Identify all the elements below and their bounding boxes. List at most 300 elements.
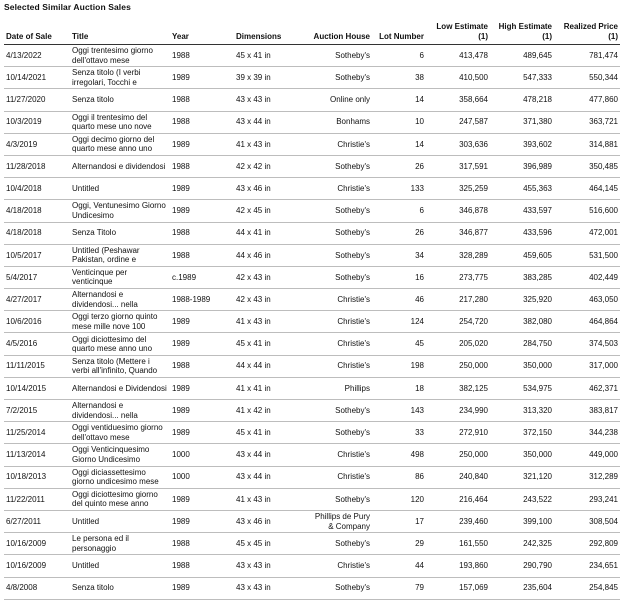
cell-realized-price: 308,504 <box>554 510 620 532</box>
cell-title <box>70 200 170 222</box>
cell-dimensions: 41 x 43 in <box>234 311 306 333</box>
column-header-realized-price: Realized Price (1) <box>554 14 620 45</box>
cell-date: 7/2/2015 <box>4 400 70 422</box>
cell-title-text: Oggi il trentesimo del quarto mese uno nove <box>72 112 152 132</box>
cell-year: 1989 <box>170 488 234 510</box>
cell-low-estimate: 240,840 <box>426 466 490 488</box>
cell-lot-number: 38 <box>372 67 426 89</box>
cell-dimensions: 43 x 46 in <box>234 510 306 532</box>
cell-high-estimate: 350,000 <box>490 355 554 377</box>
cell-auction-house <box>306 222 372 244</box>
column-header-high-estimate: High Estimate (1) <box>490 14 554 45</box>
cell-auction-house <box>306 244 372 266</box>
cell-title <box>70 422 170 444</box>
cell-realized-price: 464,864 <box>554 311 620 333</box>
cell-realized-price: 254,845 <box>554 577 620 599</box>
table-row <box>4 155 620 177</box>
cell-title <box>70 244 170 266</box>
cell-auction-house-text: Phillips de Pury & Company <box>314 512 370 531</box>
cell-dimensions: 41 x 43 in <box>234 488 306 510</box>
cell-year: 1988 <box>170 555 234 577</box>
cell-dimensions: 45 x 41 in <box>234 422 306 444</box>
column-header-date: Date of Sale <box>4 14 70 45</box>
column-header-title: Title <box>70 14 170 45</box>
cell-title-text: Venticinque per venticinque <box>72 267 128 287</box>
column-header-low-estimate: Low Estimate (1) <box>426 14 490 45</box>
cell-low-estimate: 216,464 <box>426 488 490 510</box>
cell-lot-number: 26 <box>372 155 426 177</box>
cell-date: 4/8/2008 <box>4 577 70 599</box>
cell-lot-number: 120 <box>372 488 426 510</box>
cell-auction-house-text: Christie's <box>337 361 370 371</box>
cell-year: 1989 <box>170 510 234 532</box>
table-row <box>4 555 620 577</box>
cell-title <box>70 133 170 155</box>
cell-title-text: Senza titolo (I verbi irregolari, Tocchi e <box>72 68 141 87</box>
cell-title <box>70 555 170 577</box>
cell-year: 1988 <box>170 111 234 133</box>
cell-title <box>70 178 170 200</box>
cell-title-text: Oggi ventiduesimo giorno dell'ottavo mese <box>72 423 163 442</box>
cell-realized-price: 312,289 <box>554 466 620 488</box>
cell-lot-number: 26 <box>372 222 426 244</box>
cell-low-estimate: 303,636 <box>426 133 490 155</box>
cell-low-estimate: 205,020 <box>426 333 490 355</box>
cell-realized-price: 363,721 <box>554 111 620 133</box>
cell-lot-number: 498 <box>372 444 426 466</box>
cell-title-text: Untitled <box>72 516 100 526</box>
cell-dimensions: 42 x 42 in <box>234 155 306 177</box>
cell-auction-house <box>306 355 372 377</box>
cell-date: 11/28/2018 <box>4 155 70 177</box>
cell-date: 10/18/2013 <box>4 466 70 488</box>
cell-low-estimate: 250,000 <box>426 355 490 377</box>
cell-lot-number: 6 <box>372 200 426 222</box>
cell-year: 1988-1989 <box>170 289 234 311</box>
cell-low-estimate: 157,069 <box>426 577 490 599</box>
cell-high-estimate: 433,597 <box>490 200 554 222</box>
cell-title-text: Oggi diciassettesimo giorno undicesimo mese <box>72 467 159 487</box>
cell-auction-house-text: Bonhams <box>336 117 370 127</box>
cell-auction-house-text: Sotheby's <box>335 405 370 415</box>
cell-year: 1988 <box>170 222 234 244</box>
cell-date: 5/4/2017 <box>4 266 70 288</box>
table-row <box>4 200 620 222</box>
table-row <box>4 111 620 133</box>
cell-low-estimate: 250,000 <box>426 444 490 466</box>
cell-auction-house-text: Sotheby's <box>335 272 370 282</box>
cell-low-estimate: 217,280 <box>426 289 490 311</box>
cell-dimensions: 43 x 43 in <box>234 555 306 577</box>
column-header-year: Year <box>170 14 234 45</box>
table-row <box>4 244 620 266</box>
cell-title-text: Oggi, Ventunesimo Giorno Undicesimo <box>72 201 166 220</box>
cell-title <box>70 289 170 311</box>
table-row <box>4 311 620 333</box>
cell-title-text: Oggi Venticinquesimo Giorno Undicesimo <box>72 445 150 464</box>
cell-realized-price: 314,881 <box>554 133 620 155</box>
cell-dimensions: 44 x 41 in <box>234 222 306 244</box>
cell-auction-house-text: Christie's <box>337 139 370 149</box>
cell-title-text: Senza titolo (Mettere i verbi all'infinito, Quando <box>72 356 158 376</box>
cell-date: 4/27/2017 <box>4 289 70 311</box>
cell-high-estimate: 489,645 <box>490 45 554 67</box>
cell-year: 1988 <box>170 355 234 377</box>
cell-auction-house-text: Sotheby's <box>335 538 370 548</box>
cell-high-estimate: 383,285 <box>490 266 554 288</box>
cell-auction-house <box>306 67 372 89</box>
cell-lot-number: 133 <box>372 178 426 200</box>
cell-lot-number: 14 <box>372 89 426 111</box>
cell-auction-house <box>306 577 372 599</box>
cell-low-estimate: 161,550 <box>426 533 490 555</box>
cell-title-text: Untitled <box>72 561 100 571</box>
cell-lot-number: 124 <box>372 311 426 333</box>
cell-date: 10/5/2017 <box>4 244 70 266</box>
cell-realized-price: 550,344 <box>554 67 620 89</box>
cell-high-estimate: 350,000 <box>490 444 554 466</box>
cell-high-estimate: 235,604 <box>490 577 554 599</box>
cell-high-estimate: 372,150 <box>490 422 554 444</box>
cell-year: 1989 <box>170 133 234 155</box>
cell-dimensions: 44 x 46 in <box>234 244 306 266</box>
cell-auction-house <box>306 377 372 399</box>
cell-high-estimate: 321,120 <box>490 466 554 488</box>
cell-auction-house-text: Phillips <box>344 383 370 393</box>
cell-auction-house <box>306 555 372 577</box>
cell-realized-price: 234,651 <box>554 555 620 577</box>
table-row <box>4 466 620 488</box>
cell-title <box>70 444 170 466</box>
cell-auction-house <box>306 422 372 444</box>
table-row <box>4 133 620 155</box>
cell-auction-house-text: Christie's <box>337 450 370 460</box>
cell-lot-number: 17 <box>372 510 426 532</box>
cell-realized-price: 293,241 <box>554 488 620 510</box>
cell-year: 1989 <box>170 178 234 200</box>
cell-year: 1989 <box>170 333 234 355</box>
cell-date: 11/11/2015 <box>4 355 70 377</box>
cell-realized-price: 402,449 <box>554 266 620 288</box>
table-row <box>4 355 620 377</box>
cell-realized-price: 463,050 <box>554 289 620 311</box>
cell-dimensions: 41 x 42 in <box>234 400 306 422</box>
cell-title-text: Alternandosi e dividendosi... nella <box>72 401 138 420</box>
cell-year: c.1989 <box>170 266 234 288</box>
cell-auction-house-text: Online only <box>329 95 370 105</box>
cell-realized-price: 449,000 <box>554 444 620 466</box>
table-row <box>4 377 620 399</box>
table-row <box>4 289 620 311</box>
cell-date: 10/6/2016 <box>4 311 70 333</box>
cell-auction-house <box>306 444 372 466</box>
cell-lot-number: 33 <box>372 422 426 444</box>
cell-date: 10/3/2019 <box>4 111 70 133</box>
cell-year: 1989 <box>170 200 234 222</box>
cell-year: 1989 <box>170 311 234 333</box>
cell-year: 1989 <box>170 422 234 444</box>
cell-low-estimate: 247,587 <box>426 111 490 133</box>
cell-dimensions: 45 x 41 in <box>234 45 306 67</box>
cell-high-estimate: 393,602 <box>490 133 554 155</box>
cell-title <box>70 488 170 510</box>
cell-low-estimate: 272,910 <box>426 422 490 444</box>
cell-high-estimate: 242,325 <box>490 533 554 555</box>
cell-low-estimate: 346,877 <box>426 222 490 244</box>
cell-dimensions: 45 x 41 in <box>234 333 306 355</box>
cell-lot-number: 6 <box>372 45 426 67</box>
cell-lot-number: 86 <box>372 466 426 488</box>
table-row <box>4 488 620 510</box>
cell-date: 10/14/2021 <box>4 67 70 89</box>
cell-title <box>70 355 170 377</box>
cell-auction-house <box>306 155 372 177</box>
cell-title-text: Alternandosi e Dividendosi <box>72 383 167 393</box>
cell-lot-number: 45 <box>372 333 426 355</box>
cell-title <box>70 533 170 555</box>
cell-lot-number: 10 <box>372 111 426 133</box>
cell-auction-house-text: Sotheby's <box>335 50 370 60</box>
cell-auction-house-text: Sotheby's <box>335 228 370 238</box>
cell-auction-house <box>306 333 372 355</box>
cell-realized-price: 383,817 <box>554 400 620 422</box>
cell-high-estimate: 313,320 <box>490 400 554 422</box>
cell-dimensions: 42 x 43 in <box>234 266 306 288</box>
cell-auction-house <box>306 400 372 422</box>
auction-sales-table <box>4 14 620 600</box>
cell-title-text: Oggi diciottesimo del quarto mese anno uno <box>72 334 153 354</box>
cell-date: 4/18/2018 <box>4 222 70 244</box>
cell-realized-price: 317,000 <box>554 355 620 377</box>
table-row <box>4 400 620 422</box>
cell-year: 1989 <box>170 400 234 422</box>
table-row <box>4 444 620 466</box>
cell-dimensions: 43 x 43 in <box>234 89 306 111</box>
cell-title <box>70 45 170 67</box>
cell-realized-price: 374,503 <box>554 333 620 355</box>
cell-high-estimate: 284,750 <box>490 333 554 355</box>
cell-year: 1000 <box>170 466 234 488</box>
cell-realized-price: 350,485 <box>554 155 620 177</box>
cell-date: 6/27/2011 <box>4 510 70 532</box>
cell-lot-number: 34 <box>372 244 426 266</box>
cell-realized-price: 344,238 <box>554 422 620 444</box>
cell-title-text: Untitled (Peshawar Pakistan, ordine e <box>72 245 140 265</box>
cell-date: 11/22/2011 <box>4 488 70 510</box>
cell-date: 4/13/2022 <box>4 45 70 67</box>
cell-high-estimate: 534,975 <box>490 377 554 399</box>
cell-auction-house <box>306 266 372 288</box>
cell-high-estimate: 478,218 <box>490 89 554 111</box>
cell-lot-number: 29 <box>372 533 426 555</box>
table-row <box>4 510 620 532</box>
cell-title-text: Untitled <box>72 183 100 193</box>
table-row <box>4 45 620 67</box>
cell-year: 1988 <box>170 533 234 555</box>
cell-auction-house <box>306 510 372 532</box>
cell-low-estimate: 382,125 <box>426 377 490 399</box>
cell-high-estimate: 325,920 <box>490 289 554 311</box>
cell-lot-number: 79 <box>372 577 426 599</box>
cell-realized-price: 781,474 <box>554 45 620 67</box>
header-row <box>4 14 620 45</box>
cell-high-estimate: 382,080 <box>490 311 554 333</box>
table-row <box>4 222 620 244</box>
cell-lot-number: 46 <box>372 289 426 311</box>
column-header-auction-house: Auction House <box>306 14 372 45</box>
cell-auction-house <box>306 533 372 555</box>
table-row <box>4 67 620 89</box>
table-row <box>4 89 620 111</box>
table-body <box>4 45 620 600</box>
cell-auction-house-text: Sotheby's <box>335 161 370 171</box>
cell-auction-house <box>306 45 372 67</box>
cell-date: 10/4/2018 <box>4 178 70 200</box>
cell-auction-house-text: Christie's <box>337 294 370 304</box>
cell-date: 11/25/2014 <box>4 422 70 444</box>
cell-low-estimate: 239,460 <box>426 510 490 532</box>
cell-auction-house-text: Christie's <box>337 472 370 482</box>
column-header-dimensions: Dimensions <box>234 14 306 45</box>
cell-dimensions: 41 x 41 in <box>234 377 306 399</box>
table-row <box>4 533 620 555</box>
cell-auction-house <box>306 178 372 200</box>
cell-auction-house <box>306 311 372 333</box>
cell-low-estimate: 234,990 <box>426 400 490 422</box>
cell-lot-number: 143 <box>372 400 426 422</box>
cell-auction-house-text: Christie's <box>337 183 370 193</box>
cell-high-estimate: 399,100 <box>490 510 554 532</box>
cell-realized-price: 531,500 <box>554 244 620 266</box>
cell-date: 4/5/2016 <box>4 333 70 355</box>
cell-high-estimate: 459,605 <box>490 244 554 266</box>
cell-date: 10/16/2009 <box>4 533 70 555</box>
cell-title-text: Senza titolo <box>72 95 114 105</box>
cell-title <box>70 266 170 288</box>
table-row <box>4 577 620 599</box>
cell-auction-house-text: Christie's <box>337 317 370 327</box>
cell-low-estimate: 358,664 <box>426 89 490 111</box>
cell-dimensions: 43 x 43 in <box>234 577 306 599</box>
cell-auction-house <box>306 289 372 311</box>
cell-auction-house <box>306 466 372 488</box>
cell-title <box>70 333 170 355</box>
cell-auction-house-text: Sotheby's <box>335 494 370 504</box>
cell-low-estimate: 413,478 <box>426 45 490 67</box>
cell-auction-house-text: Sotheby's <box>335 73 370 83</box>
cell-title-text: Oggi trentesimo giorno dell'ottavo mese <box>72 46 153 65</box>
cell-date: 11/27/2020 <box>4 89 70 111</box>
cell-year: 1989 <box>170 67 234 89</box>
cell-auction-house <box>306 133 372 155</box>
cell-date: 4/18/2018 <box>4 200 70 222</box>
cell-auction-house <box>306 488 372 510</box>
cell-auction-house-text: Sotheby's <box>335 250 370 260</box>
cell-title <box>70 510 170 532</box>
cell-low-estimate: 193,860 <box>426 555 490 577</box>
table-row <box>4 422 620 444</box>
cell-high-estimate: 433,596 <box>490 222 554 244</box>
cell-lot-number: 198 <box>372 355 426 377</box>
cell-auction-house <box>306 111 372 133</box>
cell-date: 4/3/2019 <box>4 133 70 155</box>
cell-year: 1000 <box>170 444 234 466</box>
cell-high-estimate: 455,363 <box>490 178 554 200</box>
cell-year: 1989 <box>170 377 234 399</box>
cell-realized-price: 516,600 <box>554 200 620 222</box>
cell-title-text: Senza Titolo <box>72 228 117 238</box>
cell-date: 10/14/2015 <box>4 377 70 399</box>
cell-realized-price: 292,809 <box>554 533 620 555</box>
cell-high-estimate: 290,790 <box>490 555 554 577</box>
cell-date: 11/13/2014 <box>4 444 70 466</box>
cell-dimensions: 42 x 43 in <box>234 289 306 311</box>
cell-low-estimate: 325,259 <box>426 178 490 200</box>
cell-title-text: Senza titolo <box>72 583 114 593</box>
cell-low-estimate: 328,289 <box>426 244 490 266</box>
cell-title <box>70 400 170 422</box>
cell-title <box>70 111 170 133</box>
table-row <box>4 266 620 288</box>
cell-low-estimate: 346,878 <box>426 200 490 222</box>
cell-year: 1988 <box>170 89 234 111</box>
cell-title-text: Le persona ed il personaggio <box>72 534 129 553</box>
cell-auction-house-text: Sotheby's <box>335 428 370 438</box>
cell-dimensions: 43 x 44 in <box>234 466 306 488</box>
cell-lot-number: 44 <box>372 555 426 577</box>
cell-realized-price: 462,371 <box>554 377 620 399</box>
cell-title <box>70 222 170 244</box>
cell-year: 1988 <box>170 45 234 67</box>
cell-realized-price: 477,860 <box>554 89 620 111</box>
cell-realized-price: 464,145 <box>554 178 620 200</box>
section-title: Selected Similar Auction Sales <box>4 2 131 12</box>
cell-auction-house <box>306 200 372 222</box>
cell-auction-house <box>306 89 372 111</box>
cell-dimensions: 44 x 44 in <box>234 355 306 377</box>
cell-auction-house-text: Sotheby's <box>335 206 370 216</box>
cell-auction-house-text: Christie's <box>337 561 370 571</box>
cell-title <box>70 155 170 177</box>
cell-lot-number: 18 <box>372 377 426 399</box>
cell-year: 1988 <box>170 244 234 266</box>
cell-title <box>70 577 170 599</box>
cell-low-estimate: 410,500 <box>426 67 490 89</box>
cell-auction-house-text: Sotheby's <box>335 583 370 593</box>
cell-title <box>70 67 170 89</box>
cell-low-estimate: 254,720 <box>426 311 490 333</box>
cell-low-estimate: 273,775 <box>426 266 490 288</box>
cell-auction-house-text: Christie's <box>337 339 370 349</box>
cell-dimensions: 45 x 45 in <box>234 533 306 555</box>
cell-dimensions: 43 x 46 in <box>234 178 306 200</box>
cell-date: 10/16/2009 <box>4 555 70 577</box>
cell-dimensions: 39 x 39 in <box>234 67 306 89</box>
cell-year: 1988 <box>170 155 234 177</box>
cell-high-estimate: 371,380 <box>490 111 554 133</box>
cell-dimensions: 43 x 44 in <box>234 444 306 466</box>
cell-dimensions: 43 x 44 in <box>234 111 306 133</box>
cell-high-estimate: 243,522 <box>490 488 554 510</box>
cell-year: 1989 <box>170 577 234 599</box>
cell-title-text: Oggi diciottesimo giorno del quinto mese anno <box>72 489 158 509</box>
cell-dimensions: 42 x 45 in <box>234 200 306 222</box>
cell-title-text: Oggi terzo giorno quinto mese mille nove 100 <box>72 312 158 331</box>
cell-title <box>70 466 170 488</box>
table-row <box>4 178 620 200</box>
cell-lot-number: 16 <box>372 266 426 288</box>
table-row <box>4 333 620 355</box>
